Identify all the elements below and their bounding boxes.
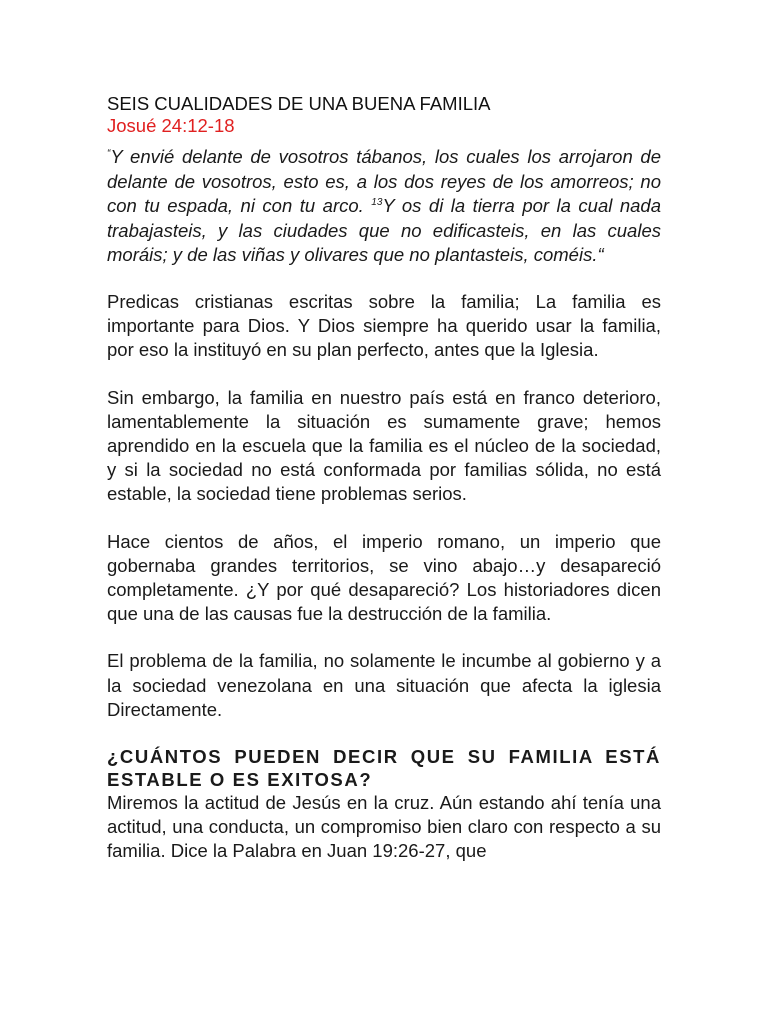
quote-open-mark: “ [107,147,111,159]
scripture-quote [107,145,661,268]
section-heading: ¿CUÁNTOS PUEDEN DECIR QUE SU FAMILIA ESTÁ ESTABLE O ES EXITOSA? [107,746,661,791]
paragraph-1: Predicas cristianas escritas sobre la familia; La familia es importante para Dios. Y Dios siempre ha querido usar la familia, por eso la instituyó en su plan perfecto, antes que la Iglesia. [107,290,661,361]
closing-paragraph: Miremos la actitud de Jesús en la cruz. Aún estando ahí tenía una actitud, una conducta, un compromiso bien claro con respecto a su familia. Dice la Palabra en Juan 19:26-27, que [107,792,661,862]
quote-part-1: Y envié delante de vosotros tábanos, los cuales los arrojaron de delante de vosotros, esto es, a los dos reyes de los amorreos; no con tu espada, ni con tu arco. [107,146,661,217]
document-page [107,93,661,864]
paragraph-2: Sin embargo, la familia en nuestro país está en franco deterioro, lamentablemente la situación es sumamente grave; hemos aprendido en la escuela que la familia es el núcleo de la sociedad, y si la sociedad no está conformada por familias sólida, no está estable, la sociedad tiene problemas serios. [107,386,661,505]
paragraph-3: Hace cientos de años, el imperio romano, un imperio que gobernaba grandes territorios, se vino abajo…y desapareció completamente. ¿Y por qué desapareció? Los historiadores dicen que una de las causas fue la destrucción de la familia. [107,530,661,625]
verse-number: 13 [371,197,383,209]
scripture-reference: Josué 24:12-18 [107,115,235,136]
paragraph-4: El problema de la familia, no solamente le incumbe al gobierno y a la sociedad venezolana en una situación que afecta la iglesia Directamente. [107,650,661,720]
quote-part-2: Y os di la tierra por la cual nada trabajasteis, y las ciudades que no edificasteis, en las cuales moráis; y de las viñas y olivares que no plantasteis, coméis.“ [107,195,662,266]
document-title: SEIS CUALIDADES DE UNA BUENA FAMILIA [107,93,491,114]
